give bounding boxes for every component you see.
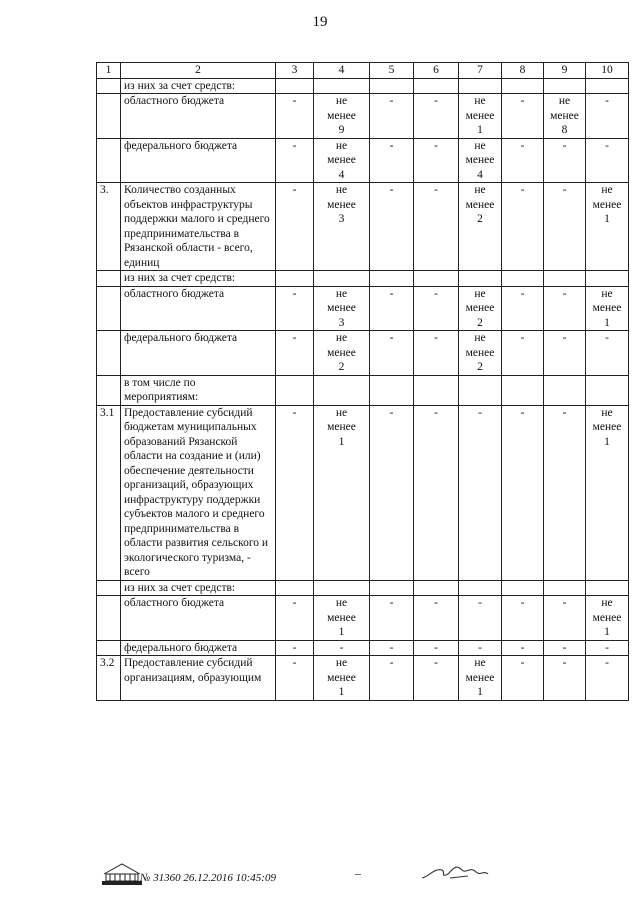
value-cell: -: [276, 183, 314, 271]
value-cell: -: [459, 596, 502, 641]
value-cell: -: [314, 640, 370, 656]
value-cell: -: [502, 138, 544, 183]
value-cell: -: [370, 138, 414, 183]
row-label-cell: федерального бюджета: [121, 640, 276, 656]
value-cell: -: [544, 286, 586, 331]
value-cell: не менее 1: [459, 94, 502, 139]
row-number-cell: [97, 94, 121, 139]
value-cell: -: [544, 138, 586, 183]
table-row: [97, 138, 629, 183]
value-cell: [459, 580, 502, 596]
row-label-cell: Предоставление субсидий бюджетам муниципальных образований Рязанской области на создание и (или) обеспечение деятельности организаций, образующих инфраструктуру поддержки субъектов малого и среднего предпринимательства в области развития сельского и экологического туризма, - всего: [121, 405, 276, 580]
header-cell: 1: [97, 63, 121, 79]
row-label-cell: из них за счет средств:: [121, 580, 276, 596]
row-number-cell: [97, 331, 121, 376]
value-cell: [502, 78, 544, 94]
value-cell: не менее 2: [314, 331, 370, 376]
value-cell: [276, 78, 314, 94]
row-label-cell: в том числе по мероприятиям:: [121, 375, 276, 405]
value-cell: -: [586, 331, 629, 376]
value-cell: -: [414, 286, 459, 331]
value-cell: -: [459, 405, 502, 580]
value-cell: -: [414, 656, 459, 701]
value-cell: [502, 375, 544, 405]
value-cell: не менее 2: [459, 286, 502, 331]
value-cell: -: [414, 94, 459, 139]
row-number-cell: 3.: [97, 183, 121, 271]
value-cell: -: [459, 640, 502, 656]
row-number-cell: [97, 580, 121, 596]
row-number-cell: 3.1: [97, 405, 121, 580]
value-cell: не менее 1: [586, 286, 629, 331]
header-cell: 5: [370, 63, 414, 79]
row-number-cell: [97, 375, 121, 405]
table-row: [97, 183, 629, 271]
value-cell: не менее 1: [586, 405, 629, 580]
table-row: [97, 271, 629, 287]
value-cell: -: [276, 656, 314, 701]
value-cell: не менее 2: [459, 331, 502, 376]
value-cell: -: [586, 138, 629, 183]
value-cell: [459, 78, 502, 94]
value-cell: [370, 78, 414, 94]
indicators-table: [96, 62, 629, 701]
value-cell: -: [276, 640, 314, 656]
value-cell: -: [414, 138, 459, 183]
value-cell: -: [414, 183, 459, 271]
value-cell: -: [414, 405, 459, 580]
value-cell: [459, 375, 502, 405]
value-cell: не менее 8: [544, 94, 586, 139]
value-cell: не менее 4: [314, 138, 370, 183]
row-number-cell: [97, 271, 121, 287]
value-cell: [586, 580, 629, 596]
value-cell: не менее 1: [586, 596, 629, 641]
value-cell: [370, 375, 414, 405]
row-label-cell: из них за счет средств:: [121, 78, 276, 94]
value-cell: -: [502, 405, 544, 580]
value-cell: [314, 271, 370, 287]
value-cell: [459, 271, 502, 287]
value-cell: -: [544, 331, 586, 376]
row-label-cell: федерального бюджета: [121, 331, 276, 376]
value-cell: [544, 580, 586, 596]
value-cell: [544, 375, 586, 405]
value-cell: -: [370, 405, 414, 580]
value-cell: -: [276, 405, 314, 580]
header-cell: 7: [459, 63, 502, 79]
value-cell: не менее 1: [459, 656, 502, 701]
value-cell: -: [370, 640, 414, 656]
value-cell: [586, 271, 629, 287]
value-cell: -: [502, 640, 544, 656]
header-cell: 8: [502, 63, 544, 79]
registration-stamp: № 31360 26.12.2016 10:45:09: [140, 872, 276, 884]
table-row: [97, 94, 629, 139]
value-cell: -: [502, 596, 544, 641]
value-cell: -: [370, 286, 414, 331]
value-cell: -: [544, 640, 586, 656]
row-label-cell: федерального бюджета: [121, 138, 276, 183]
value-cell: -: [502, 656, 544, 701]
value-cell: -: [414, 331, 459, 376]
value-cell: -: [414, 596, 459, 641]
value-cell: -: [502, 331, 544, 376]
row-label-cell: областного бюджета: [121, 596, 276, 641]
value-cell: [314, 580, 370, 596]
table-row: [97, 286, 629, 331]
value-cell: не менее 9: [314, 94, 370, 139]
value-cell: [414, 580, 459, 596]
value-cell: не менее 3: [314, 183, 370, 271]
value-cell: -: [414, 640, 459, 656]
row-label-cell: областного бюджета: [121, 286, 276, 331]
value-cell: [276, 271, 314, 287]
value-cell: не менее 1: [314, 596, 370, 641]
value-cell: [314, 78, 370, 94]
value-cell: -: [586, 656, 629, 701]
value-cell: -: [544, 405, 586, 580]
table-row: [97, 405, 629, 580]
value-cell: -: [276, 331, 314, 376]
header-cell: 10: [586, 63, 629, 79]
header-row: [97, 63, 629, 79]
value-cell: -: [370, 656, 414, 701]
row-number-cell: [97, 78, 121, 94]
value-cell: [502, 580, 544, 596]
government-stamp-icon: [100, 860, 144, 886]
value-cell: -: [276, 138, 314, 183]
value-cell: -: [544, 656, 586, 701]
row-label-cell: из них за счет средств:: [121, 271, 276, 287]
value-cell: -: [502, 94, 544, 139]
value-cell: -: [276, 94, 314, 139]
row-number-cell: [97, 286, 121, 331]
value-cell: [314, 375, 370, 405]
table-row: [97, 596, 629, 641]
value-cell: не менее 1: [314, 405, 370, 580]
value-cell: -: [370, 331, 414, 376]
value-cell: -: [370, 183, 414, 271]
header-cell: 6: [414, 63, 459, 79]
table-row: [97, 78, 629, 94]
row-number-cell: [97, 640, 121, 656]
value-cell: [414, 78, 459, 94]
value-cell: [586, 375, 629, 405]
value-cell: [586, 78, 629, 94]
table-row: [97, 580, 629, 596]
value-cell: [544, 271, 586, 287]
value-cell: [544, 78, 586, 94]
value-cell: [370, 580, 414, 596]
row-number-cell: [97, 596, 121, 641]
value-cell: [502, 271, 544, 287]
value-cell: не менее 1: [586, 183, 629, 271]
value-cell: -: [502, 183, 544, 271]
value-cell: -: [276, 596, 314, 641]
header-cell: 3: [276, 63, 314, 79]
signature-icon: [420, 860, 490, 884]
header-cell: 9: [544, 63, 586, 79]
mark: –: [355, 866, 361, 880]
value-cell: [276, 375, 314, 405]
value-cell: -: [544, 596, 586, 641]
value-cell: -: [586, 94, 629, 139]
value-cell: -: [276, 286, 314, 331]
value-cell: [276, 580, 314, 596]
value-cell: -: [502, 286, 544, 331]
value-cell: не менее 4: [459, 138, 502, 183]
row-label-cell: областного бюджета: [121, 94, 276, 139]
table-body: [97, 63, 629, 701]
table-row: [97, 656, 629, 701]
page-number: 19: [312, 14, 328, 30]
value-cell: [414, 375, 459, 405]
value-cell: -: [544, 183, 586, 271]
value-cell: не менее 2: [459, 183, 502, 271]
value-cell: [370, 271, 414, 287]
value-cell: -: [586, 640, 629, 656]
footer: [100, 860, 620, 890]
value-cell: -: [370, 596, 414, 641]
row-label-cell: Количество созданных объектов инфраструктуры поддержки малого и среднего предпринимательства в Рязанской области - всего, единиц: [121, 183, 276, 271]
table-row: [97, 375, 629, 405]
value-cell: не менее 3: [314, 286, 370, 331]
table-row: [97, 640, 629, 656]
value-cell: [414, 271, 459, 287]
row-label-cell: Предоставление субсидий организациям, образующим: [121, 656, 276, 701]
value-cell: не менее 1: [314, 656, 370, 701]
table-row: [97, 331, 629, 376]
row-number-cell: [97, 138, 121, 183]
header-cell: 2: [121, 63, 276, 79]
row-number-cell: 3.2: [97, 656, 121, 701]
value-cell: -: [370, 94, 414, 139]
header-cell: 4: [314, 63, 370, 79]
